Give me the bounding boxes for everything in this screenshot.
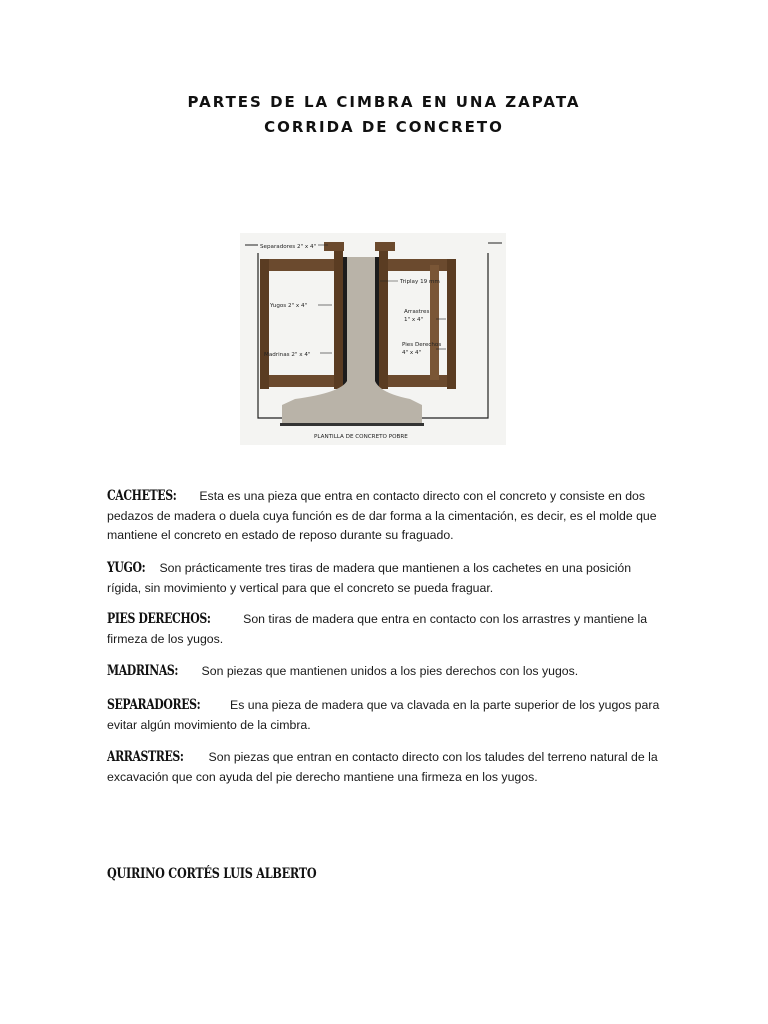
label-separadores: Separadores 2" x 4": [260, 244, 317, 250]
triplay-right: [375, 257, 379, 389]
label-madrinas: Madrinas 2" x 4": [264, 352, 311, 358]
definition-pies-derechos: [107, 610, 667, 649]
definition-yugo: [107, 559, 667, 598]
definition-cachetes: [107, 487, 667, 546]
document-title: [0, 90, 768, 140]
label-triplay: Triplay 19 mm: [400, 279, 440, 285]
definition-separadores: [107, 696, 667, 735]
title-line-2: CORRIDA DE CONCRETO: [264, 118, 504, 136]
label-arrastres-1: Arrastres: [404, 309, 430, 315]
label-arrastres-2: 1" x 4": [404, 317, 424, 323]
definition-madrinas: [107, 662, 667, 682]
author-name: QUIRINO CORTÉS LUIS ALBERTO: [107, 866, 317, 882]
title-line-1: PARTES DE LA CIMBRA EN UNA ZAPATA: [187, 93, 581, 111]
term-arrastres: ARRASTRES:: [107, 749, 184, 765]
label-yugos: Yugos 2" x 4": [270, 303, 308, 309]
definition-text-arrastres: Son piezas que entran en contacto directo con los taludes del terreno natural de la excavación que con ayuda del pie derecho mantiene una firmeza en los yugos.: [107, 750, 658, 784]
pie-derecho-right: [447, 259, 456, 389]
term-pies-derechos: PIES DERECHOS:: [107, 611, 211, 627]
definition-text-pies-derechos: Son tiras de madera que entra en contacto con los arrastres y mantiene la firmeza de los yugos.: [107, 612, 648, 646]
cachete-left-post: [334, 247, 343, 389]
yugo-top-right: [382, 259, 456, 271]
term-madrinas: MADRINAS:: [107, 663, 179, 679]
label-pies-2: 4" x 4": [402, 350, 422, 356]
separador-left: [324, 242, 344, 251]
label-pies-1: Pies Derechos: [402, 342, 442, 348]
definition-arrastres: [107, 748, 667, 787]
label-plantilla: PLANTILLA DE CONCRETO POBRE: [314, 434, 408, 440]
yugo-bottom-right: [382, 375, 456, 387]
term-cachetes: CACHETES:: [107, 488, 177, 504]
formwork-diagram-svg: [240, 233, 506, 445]
definition-text-yugo: Son prácticamente tres tiras de madera que mantienen a los cachetes en una posición rígida, sin movimiento y vertical para que el concreto se pueda fraguar.: [107, 561, 632, 595]
definition-text-madrinas: Son piezas que mantienen unidos a los pies derechos con los yugos.: [201, 664, 579, 678]
separador-right: [375, 242, 395, 251]
formwork-diagram: [240, 233, 506, 445]
cachete-right-post: [379, 247, 388, 389]
definition-text-cachetes: Esta es una pieza que entra en contacto directo con el concreto y consiste en dos pedazos de madera o duela cuya función es de dar forma a la cimentación, es decir, es el molde que mantiene el concreto en estado de reposo durante su fraguado.: [107, 489, 657, 542]
term-yugo: YUGO:: [107, 560, 146, 576]
plantilla-base: [280, 423, 424, 426]
pie-derecho-left: [260, 259, 269, 389]
term-separadores: SEPARADORES:: [107, 697, 201, 713]
definition-text-separadores: Es una pieza de madera que va clavada en la parte superior de los yugos para evitar algún movimiento de la cimbra.: [107, 698, 660, 732]
triplay-left: [343, 257, 347, 389]
